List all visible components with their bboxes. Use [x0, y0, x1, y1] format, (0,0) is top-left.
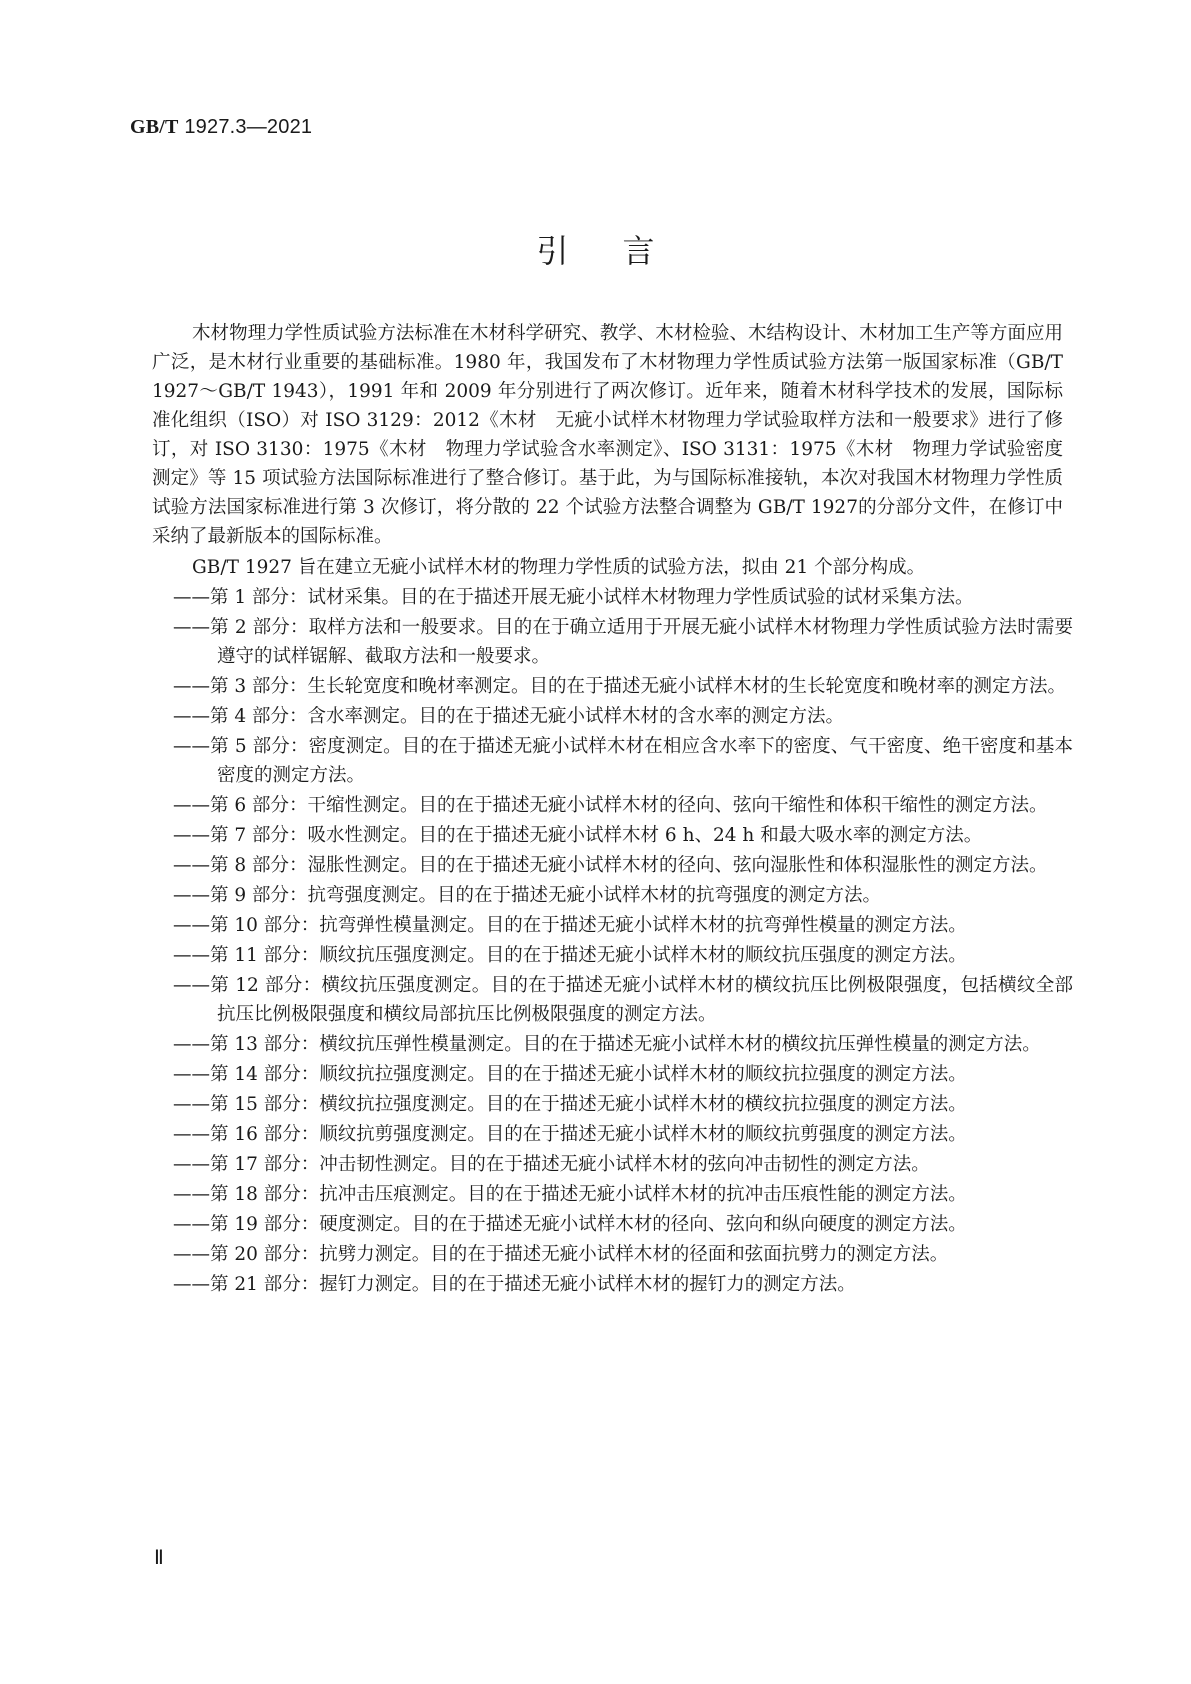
- list-item: ——第 21 部分：握钉力测定。目的在于描述无疵小试样木材的握钉力的测定方法。: [173, 1274, 856, 1295]
- list-item: ——第 4 部分：含水率测定。目的在于描述无疵小试样木材的含水率的测定方法。: [173, 706, 845, 727]
- list-item: ——第 17 部分：冲击韧性测定。目的在于描述无疵小试样木材的弦向冲击韧性的测定方法。: [173, 1154, 930, 1175]
- list-item: ——第 20 部分：抗劈力测定。目的在于描述无疵小试样木材的径面和弦面抗劈力的测定方法。: [173, 1244, 949, 1265]
- list-item: ——第 7 部分：吸水性测定。目的在于描述无疵小试样木材 6 h、24 h 和最大吸水率的测定方法。: [173, 825, 983, 846]
- list-item: ——第 5 部分：密度测定。目的在于描述无疵小试样木材在相应含水率下的密度、气干密度、绝干密度和基本密度的测定方法。: [173, 736, 1073, 786]
- list-item: ——第 12 部分：横纹抗压强度测定。目的在于描述无疵小试样木材的横纹抗压比例极限强度，包括横纹全部抗压比例极限强度和横纹局部抗压比例极限强度的测定方法。: [173, 975, 1073, 1025]
- list-item: ——第 9 部分：抗弯强度测定。目的在于描述无疵小试样木材的抗弯强度的测定方法。: [173, 885, 882, 906]
- standard-code-prefix: GB/T: [130, 116, 179, 138]
- list-item: ——第 3 部分：生长轮宽度和晚材率测定。目的在于描述无疵小试样木材的生长轮宽度和晚材率的测定方法。: [173, 676, 1067, 697]
- intro-paragraph: 木材物理力学性质试验方法标准在木材科学研究、教学、木材检验、木结构设计、木材加工生产等方面应用广泛，是木材行业重要的基础标准。1980 年，我国发布了木材物理力学性质试验方法第一版国家标准（GB/T 1927～GB/T 1943），1991 年和 2009 年分别进行了两次修订。近年来，随着木材科学技术的发展，国际标准化组织（ISO）对 ISO 3129：2012《木材 无疵小试样木材物理力学试验取样方法和一般要求》进行了修订，对 ISO 3130：1975《木材 物理力学试验含水率测定》、ISO 3131：1975《木材 物理力学试验密度测定》等 15 项试验方法国际标准进行了整合修订。基于此，为与国际标准接轨，本次对我国木材物理力学性质试验方法国家标准进行第 3 次修订，将分散的 22 个试验方法整合调整为 GB/T 1927的分部分文件，在修订中采纳了最新版本的国际标准。: [152, 323, 1063, 547]
- page-number: Ⅱ: [154, 1547, 164, 1569]
- list-item: ——第 14 部分：顺纹抗拉强度测定。目的在于描述无疵小试样木材的顺纹抗拉强度的测定方法。: [173, 1064, 967, 1085]
- list-item: ——第 15 部分：横纹抗拉强度测定。目的在于描述无疵小试样木材的横纹抗拉强度的测定方法。: [173, 1094, 967, 1115]
- list-item: ——第 1 部分：试材采集。目的在于描述开展无疵小试样木材物理力学性质试验的试材采集方法。: [173, 587, 974, 608]
- standard-code: [130, 116, 312, 139]
- document-body: [152, 319, 1073, 1299]
- list-item: ——第 2 部分：取样方法和一般要求。目的在于确立适用于开展无疵小试样木材物理力学性质试验方法时需要遵守的试样锯解、截取方法和一般要求。: [173, 617, 1073, 667]
- list-item: ——第 19 部分：硬度测定。目的在于描述无疵小试样木材的径向、弦向和纵向硬度的测定方法。: [173, 1214, 967, 1235]
- list-item: ——第 13 部分：横纹抗压弹性模量测定。目的在于描述无疵小试样木材的横纹抗压弹性模量的测定方法。: [173, 1034, 1041, 1055]
- list-item: ——第 18 部分：抗冲击压痕测定。目的在于描述无疵小试样木材的抗冲击压痕性能的测定方法。: [173, 1184, 967, 1205]
- list-item: ——第 10 部分：抗弯弹性模量测定。目的在于描述无疵小试样木材的抗弯弹性模量的测定方法。: [173, 915, 967, 936]
- list-item: ——第 11 部分：顺纹抗压强度测定。目的在于描述无疵小试样木材的顺纹抗压强度的测定方法。: [173, 945, 967, 966]
- page-title: 引言: [536, 232, 709, 270]
- parts-intro: GB/T 1927 旨在建立无疵小试样木材的物理力学性质的试验方法，拟由 21 个部分构成。: [192, 557, 926, 578]
- list-item: ——第 8 部分：湿胀性测定。目的在于描述无疵小试样木材的径向、弦向湿胀性和体积湿胀性的测定方法。: [173, 855, 1048, 876]
- standard-code-number: 1927.3—2021: [184, 116, 313, 138]
- list-item: ——第 16 部分：顺纹抗剪强度测定。目的在于描述无疵小试样木材的顺纹抗剪强度的测定方法。: [173, 1124, 967, 1145]
- list-item: ——第 6 部分：干缩性测定。目的在于描述无疵小试样木材的径向、弦向干缩性和体积干缩性的测定方法。: [173, 795, 1048, 816]
